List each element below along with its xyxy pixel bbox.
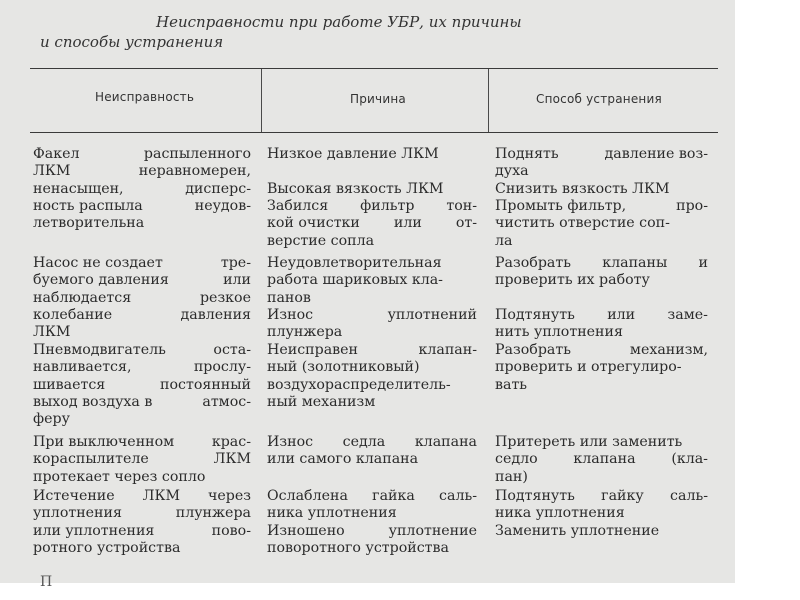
- header-fault: Неисправность: [95, 90, 195, 104]
- table-top-rule: [30, 68, 718, 69]
- row-2-remedy-2: Подтянуть или заме- нить уплотнения: [495, 307, 708, 341]
- row-2-cause-2: Износ уплотнений плунжера: [267, 307, 477, 341]
- row-5-cause-1: Ослаблена гайка саль- ника уплотнения: [267, 488, 477, 522]
- row-1-cause-3: Забился фильтр тон- кой очистки или от- верстие сопла: [267, 198, 477, 249]
- header-cause: Причина: [350, 92, 406, 106]
- header-divider-2: [488, 69, 489, 132]
- row-3-remedy-1: Разобрать механизм, проверить и отрегулиро- вать: [495, 342, 708, 393]
- row-5-remedy-1: Подтянуть гайку саль- ника уплотнения: [495, 488, 708, 522]
- row-1-cause-2: Высокая вязкость ЛКМ: [267, 181, 444, 197]
- header-divider-1: [261, 69, 262, 132]
- row-1-cause-1: Низкое давление ЛКМ: [267, 146, 439, 162]
- row-3-cause-1: Неисправен клапан- ный (золотниковый) воздухораспределитель- ный механизм: [267, 342, 477, 410]
- row-1-remedy-1: Поднять давление воз- духа: [495, 146, 708, 180]
- next-paragraph-fragment: П: [40, 574, 53, 590]
- caption-line-2: и способы устранения: [40, 33, 224, 51]
- row-1-remedy-3: Промыть фильтр, про- чистить отверстие соп- ла: [495, 198, 708, 249]
- row-2-remedy-1: Разобрать клапаны и проверить их работу: [495, 255, 708, 289]
- row-2-cause-1: Неудовлетворительная работа шариковых кла- панов: [267, 255, 443, 306]
- row-5-fault: Истечение ЛКМ через уплотнения плунжера или уплотнения пово- ротного устройства: [33, 488, 251, 556]
- row-2-fault: Насос не создает тре- буемого давления или наблюдается резкое колебание давления ЛКМ: [33, 255, 251, 341]
- row-4-remedy-1: Притереть или заменить седло клапана (кла- пан): [495, 434, 708, 485]
- row-1-fault: Факел распыленного ЛКМ неравномерен, ненасыщен, дисперс- ность распыла неудов- летворительна: [33, 146, 251, 232]
- table-caption: [40, 12, 730, 52]
- row-4-cause-1: Износ седла клапана или самого клапана: [267, 434, 477, 468]
- header-remedy: Способ устранения: [536, 92, 662, 106]
- row-4-fault: При выключенном крас- кораспылителе ЛКМ протекает через сопло: [33, 434, 251, 485]
- row-5-cause-2: Изношено уплотнение поворотного устройства: [267, 523, 477, 557]
- table-header-rule: [30, 132, 718, 133]
- row-5-remedy-2: Заменить уплотнение: [495, 523, 660, 539]
- row-3-fault: Пневмодвигатель оста- навливается, прослу- шивается постоянный выход воздуха в атмос- феру: [33, 342, 251, 428]
- row-1-remedy-2: Снизить вязкость ЛКМ: [495, 181, 670, 197]
- caption-line-1: Неисправности при работе УБР, их причины: [156, 13, 522, 31]
